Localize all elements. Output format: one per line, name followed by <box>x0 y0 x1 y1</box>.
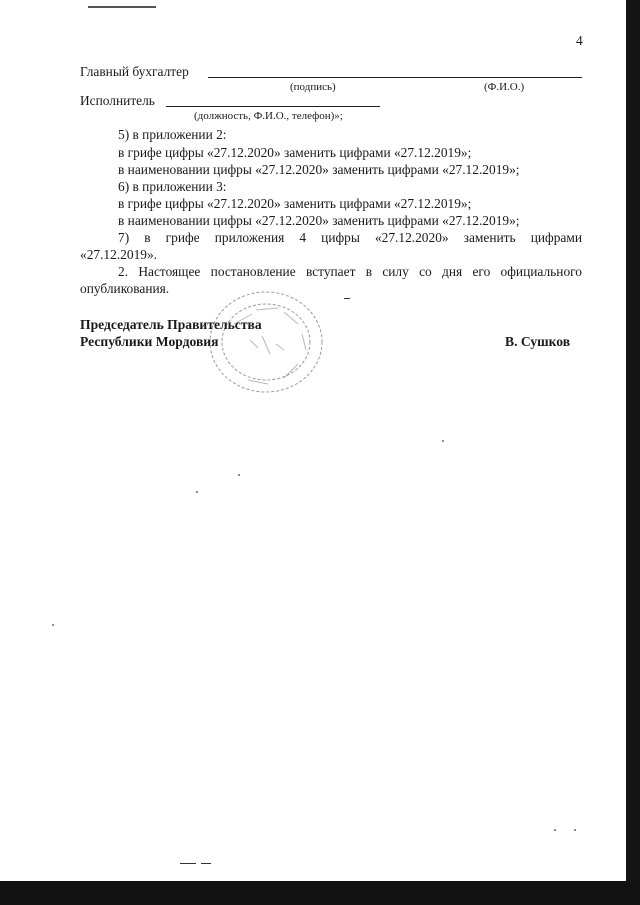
item6-line1: в грифе цифры «27.12.2020» заменить цифрами «27.12.2019»; <box>118 196 472 211</box>
page-number: 4 <box>576 33 583 48</box>
item6-heading: 6) в приложении 3: <box>118 179 227 194</box>
fio-hint: (Ф.И.О.) <box>484 81 525 93</box>
signature-hint: (подпись) <box>290 81 336 93</box>
scan-speck <box>180 863 196 864</box>
point2-line2: опубликования. <box>80 281 170 296</box>
scan-speck <box>442 440 444 442</box>
scan-edge-bottom <box>0 881 640 905</box>
signatory-name: В. Сушков <box>505 334 571 349</box>
item7-line1: 7) в грифе приложения 4 цифры «27.12.2020» заменить цифрами <box>118 230 582 245</box>
item5-line1: в грифе цифры «27.12.2020» заменить цифрами «27.12.2019»; <box>118 145 472 160</box>
scan-speck <box>574 829 576 831</box>
chief-accountant-label: Главный бухгалтер <box>80 64 189 79</box>
scan-speck <box>52 624 54 626</box>
scan-artifact-top <box>88 6 156 8</box>
point2-line1: 2. Настоящее постановление вступает в силу со дня его официального <box>118 264 582 279</box>
scan-speck <box>196 491 198 493</box>
scan-edge-right <box>626 0 640 881</box>
item5-heading: 5) в приложении 2: <box>118 127 227 142</box>
executor-label: Исполнитель <box>80 93 155 108</box>
scan-speck <box>201 863 211 864</box>
item7-line2: «27.12.2019». <box>80 247 157 262</box>
scan-speck <box>554 829 556 831</box>
executor-hint: (должность, Ф.И.О., телефон)»; <box>194 110 343 122</box>
chief-accountant-signature-line <box>208 77 582 78</box>
item6-line2: в наименовании цифры «27.12.2020» заменить цифрами «27.12.2019»; <box>118 213 520 228</box>
scan-speck <box>238 474 240 476</box>
item5-line2: в наименовании цифры «27.12.2020» заменить цифрами «27.12.2019»; <box>118 162 520 177</box>
signatory-title-line2: Республики Мордовия <box>80 334 219 349</box>
scan-speck <box>344 298 350 299</box>
executor-signature-line <box>166 106 380 107</box>
signatory-title-line1: Председатель Правительства <box>80 317 262 332</box>
